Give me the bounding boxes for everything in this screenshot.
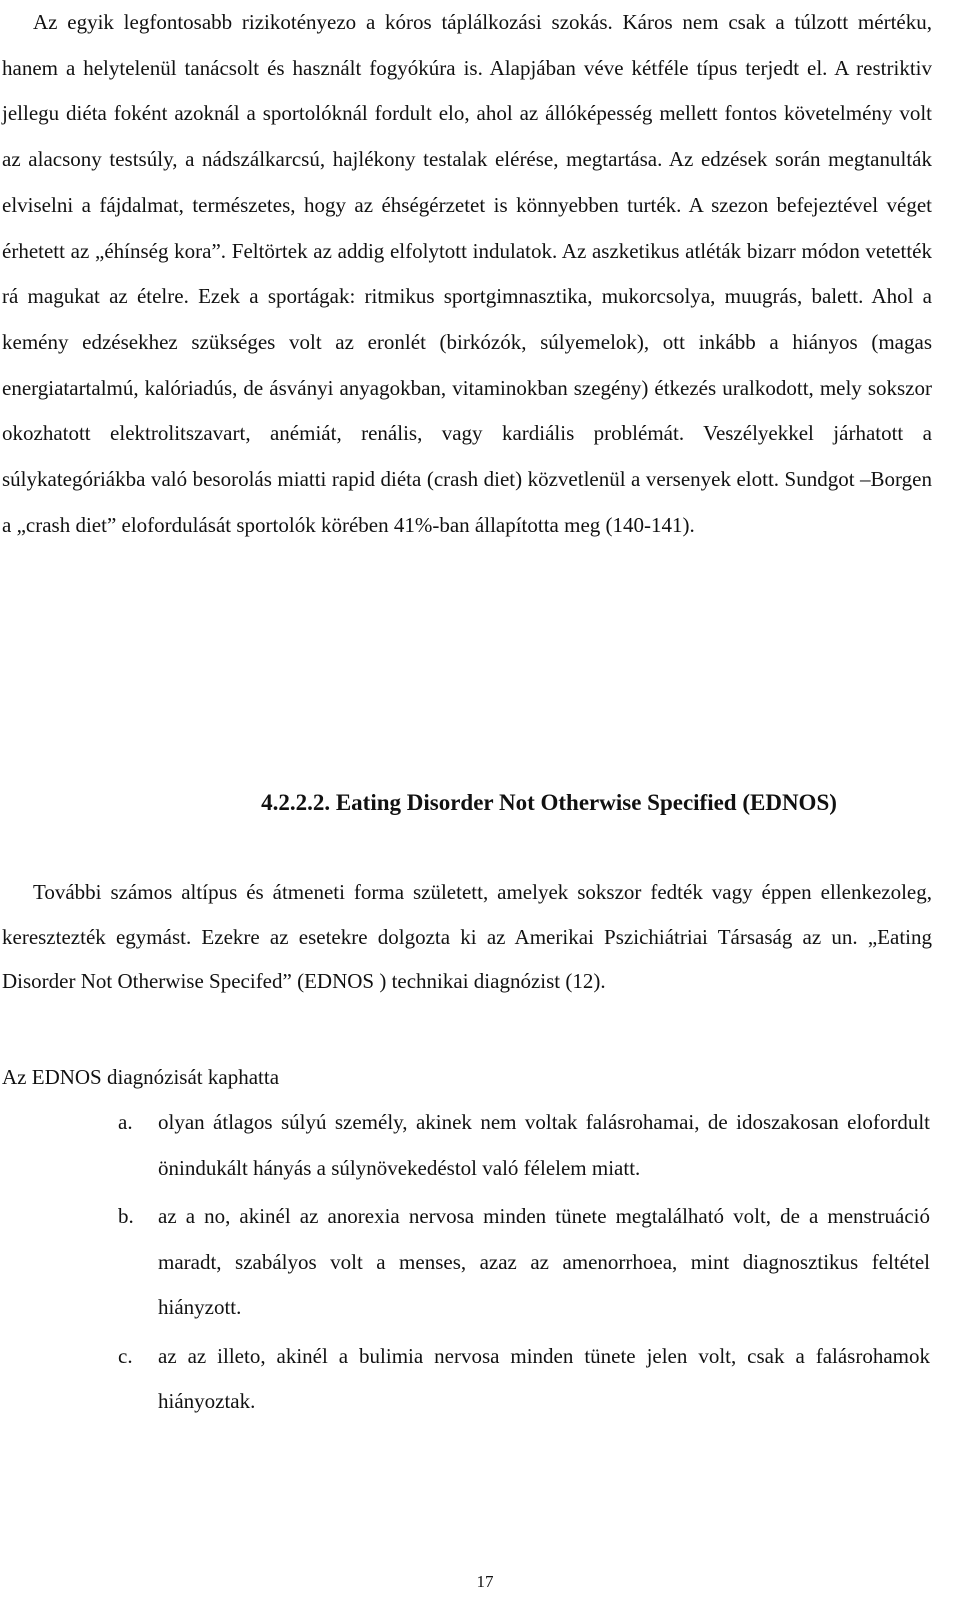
list-item — [118, 1100, 930, 1191]
list-item-text: az az illeto, akinél a bulimia nervosa minden tünete jelen volt, csak a falásrohamok hiányoztak. — [158, 1343, 930, 1413]
list-item — [118, 1334, 930, 1425]
list-marker: a. — [118, 1110, 133, 1134]
diagnosis-list — [118, 1100, 930, 1428]
paragraph-ednos-intro: További számos altípus és átmeneti forma született, amelyek sokszor fedték vagy éppen ellenkezoleg, keresztezték egymást. Ezekre az esetekre dolgozta ki az Amerikai Pszichiátriai Társaság az un. „Eating Disorder Not Otherwise Specifed” (EDNOS ) technikai diagnózist (12). — [2, 880, 932, 993]
list-marker: b. — [118, 1204, 134, 1228]
list-marker: c. — [118, 1343, 133, 1368]
list-item-text: az a no, akinél az anorexia nervosa minden tünete megtalálható volt, de a menstruáció maradt, szabályos volt a menses, azaz az amenorrhoea, mint diagnosztikus feltétel hiányzott. — [158, 1204, 930, 1319]
paragraph-ednos-diagnosis: Az EDNOS diagnózisát kaphatta — [2, 1065, 280, 1089]
list-item-text: olyan átlagos súlyú személy, akinek nem voltak falásrohamai, de idoszakosan elofordult önindukált hányás a súlynövekedéstol való félelem miatt. — [158, 1110, 930, 1180]
paragraph-risk-factors: Az egyik legfontosabb rizikotényezo a kóros táplálkozási szokás. Káros nem csak a túlzott mértéku, hanem a helytelenül tanácsolt és használt fogyókúra is. Alapjában véve kétféle típus terjedt el. A restriktiv jellegu diéta foként azoknál a sportolóknál fordult elo, ahol az állóképesség mellett fontos követelmény volt az alacsony testsúly, a nádszálkarcsú, hajlékony testalak elérése, megtartása. Az edzések során megtanulták elviselni a fájdalmat, természetes, hogy az éhségérzetet is könnyebben turték. A szezon befejeztével véget érhetett az „éhínség kora”. Feltörtek az addig elfolytott indulatok. Az aszketikus atléták bizarr módon vetették rá magukat az ételre. Ezek a sportágak: ritmikus sportgimnasztika, mukorcsolya, muugrás, balett. Ahol a kemény edzésekhez szükséges volt az eronlét (birkózók, súlyemelok), ott inkább a hiányos (magas energiatartalmú, kalóriadús, de ásványi anyagokban, vitaminokban szegény) étkezés uralkodott, mely sokszor okozhatott elektrolitszavart, anémiát, renális, vagy kardiális problémát. Veszélyekkel járhatott a súlykategóriákba való besorolás miatti rapid diéta (crash diet) közvetlenül a versenyek elott. Sundgot –Borgen a „crash diet” elofordulását sportolók körében 41%-ban állapította meg (140-141). — [2, 10, 932, 537]
section-heading: 4.2.2.2. Eating Disorder Not Otherwise Specified (EDNOS) — [261, 790, 837, 815]
list-item — [118, 1194, 930, 1331]
page-number: 17 — [476, 1572, 494, 1591]
